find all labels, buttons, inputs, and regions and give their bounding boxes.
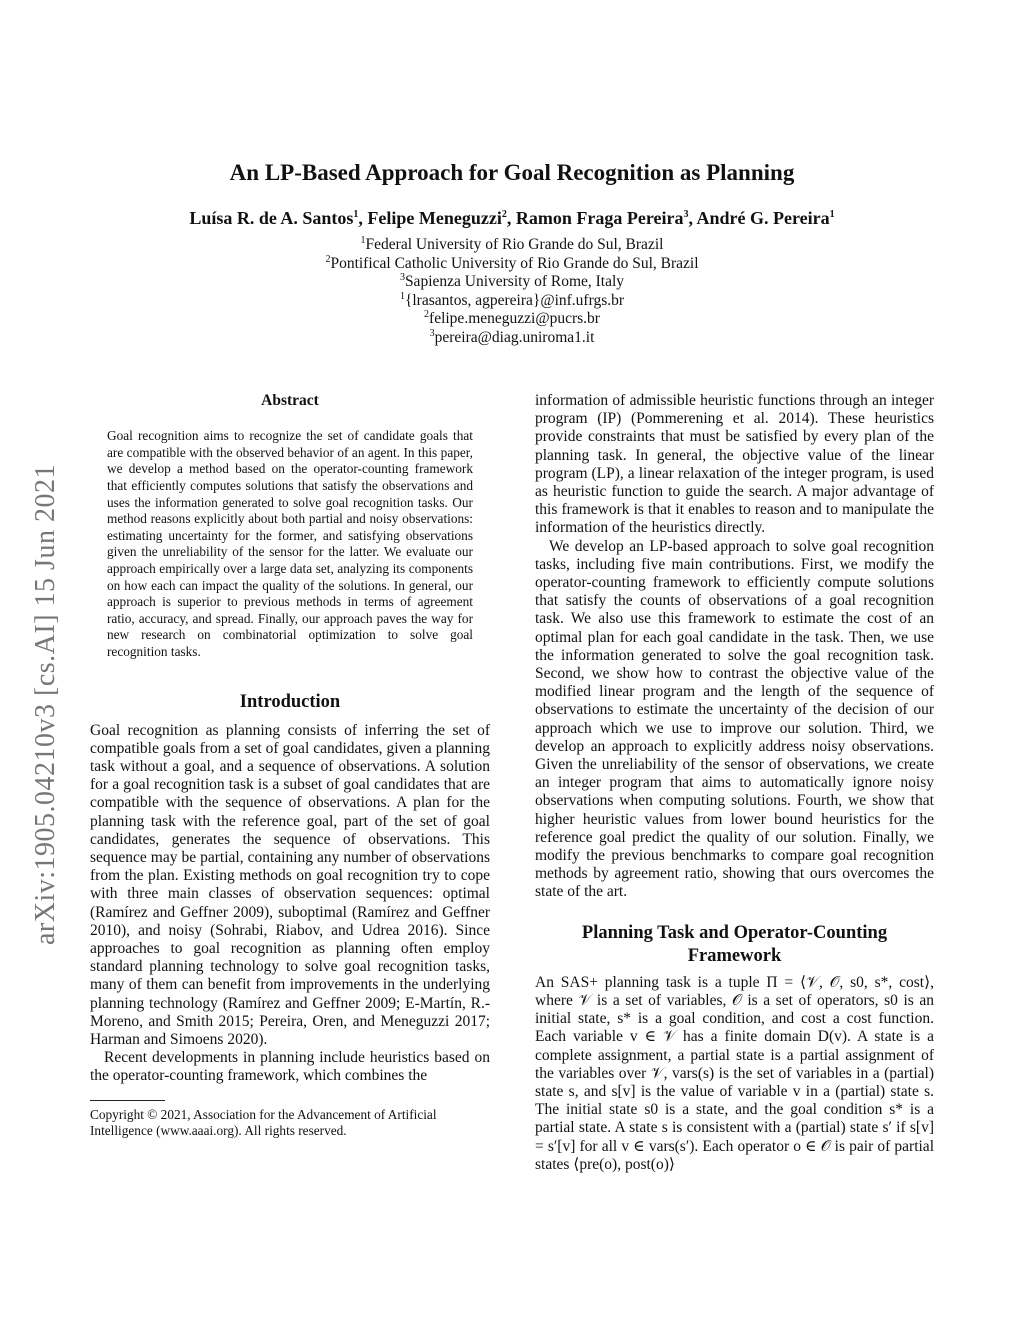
email-text: {lrasantos, agpereira}@inf.ufrgs.br xyxy=(404,291,625,309)
right-paragraph-2: We develop an LP-based approach to solve goal recognition tasks, including five main contributions. First, we modify the operator-counting framework to efficiently compute solutions that satisfy the counts of observations of a goal recognition task. We also use this framework to estimate the cost of an optimal plan for each goal candidate in the task. Then, we use the information generated to solve the goal recognition task. Second, we show how to contrast the objective value of the modified linear program and the length of the sequence of observations to estimate the uncertainty of the decision of our approach which we use to improve our solution. Third, we develop an approach to explicitly address noisy observations. Given the unreliability of the sensor of observations, we create an integer program that aims to automatically ignore noisy observations when computing solutions. Fourth, we show that higher heuristic values from lower bound heuristics for the reference goal predict the quality of our solution. Finally, we modify the previous benchmarks to compare goal recognition methods by agreement ratio, showing that ours overcomes the state of the art. xyxy=(535,537,934,901)
copyright-footnote: Copyright © 2021, Association for the Advancement of Artificial Intelligence (www.aaai.org). All rights reserved. xyxy=(90,1106,437,1139)
author-list: Luísa R. de A. Santos$^1$, Felipe Meneguzzi$^2$, Ramon Fraga Pereira$^3$, André G. Pereira$^1$ xyxy=(189,208,835,228)
affiliation-text: Pontifical Catholic University of Rio Grande do Sul, Brazil xyxy=(330,254,699,272)
email-line xyxy=(0,329,1024,348)
affiliation-list xyxy=(0,236,1024,347)
author-sup: 3 xyxy=(683,209,689,220)
right-column xyxy=(535,392,934,1174)
affiliation-sup: 2 xyxy=(424,308,430,320)
affiliation-line xyxy=(0,255,1024,274)
abstract-heading: Abstract xyxy=(261,392,319,409)
section2-paragraph-1: An SAS+ planning task is a tuple Π = ⟨𝒱, 𝒪, s0, s*, cost⟩, where 𝒱 is a set of variables, 𝒪 is a set of operators, s0 is an initial state, s* is a goal condition, and cost a cost function. Each variable v ∈ 𝒱 has a finite domain D(v). A state is a complete assignment, a partial state is a partial assignment of the variables over 𝒱, vars(s) is the set of variables in a (partial) state s, and s[v] is the value of variable v in a (partial) state s. The initial state s0 is a state, and the goal condition s* is a partial state. A state s is consistent with a (partial) state s′ if s[v] = s′[v] for all v ∈ vars(s′). Each operator o ∈ 𝒪 is pair of partial states ⟨pre(o), post(o)⟩ xyxy=(535,973,934,1173)
affiliation-sup: 1 xyxy=(399,290,405,302)
section-heading-planning-task: Planning Task and Operator-Counting Framework xyxy=(581,922,888,966)
right-paragraph-1: information of admissible heuristic functions through an integer program (IP) (Pommerening et al. 2014). These heuristics provide constraints that must be satisfied by every plan of the planning task. In general, the objective value of the linear program (LP), a linear relaxation of the integer program, is used as heuristic function to guide the search. A major advantage of this framework is that it enables to reason and to manipulate the information of the heuristics directly. xyxy=(535,392,934,537)
author-sup: 2 xyxy=(501,209,507,220)
author-name: Felipe Meneguzzi xyxy=(367,208,502,228)
footnote-rule xyxy=(90,1100,165,1101)
author-sup: 1 xyxy=(353,209,359,220)
author-name: Luísa R. de A. Santos xyxy=(189,208,354,228)
email-line xyxy=(0,292,1024,311)
left-column xyxy=(90,392,490,1140)
email-line xyxy=(0,310,1024,329)
affiliation-line xyxy=(0,273,1024,292)
affiliation-text: Federal University of Rio Grande do Sul, Brazil xyxy=(365,236,664,253)
author-sup: 1 xyxy=(829,209,835,220)
intro-paragraph-2: Recent developments in planning include heuristics based on the operator-counting framework, which combines the xyxy=(90,1049,490,1085)
email-text: felipe.meneguzzi@pucrs.br xyxy=(429,310,600,327)
affiliation-sup: 1 xyxy=(360,234,366,246)
introduction-heading: Introduction xyxy=(239,691,341,712)
affiliation-sup: 2 xyxy=(325,253,331,265)
affiliation-sup: 3 xyxy=(399,271,405,283)
author-name: Ramon Fraga Pereira xyxy=(515,208,684,228)
affiliation-text: Sapienza University of Rome, Italy xyxy=(404,273,625,290)
author-name: André G. Pereira xyxy=(696,208,830,228)
intro-paragraph-1: Goal recognition as planning consists of inferring the set of compatible goals from a set of goal candidates, given a planning task without a goal, and a sequence of observations. A solution for a goal recognition task is a subset of goal candidates that are compatible with the sequence of observations. A plan for the planning task with the reference goal, part of the set of goal candidates, generates the sequence of observations. This sequence may be partial, containing any number of observations from the plan. Existing methods on goal recognition try to cope with three main classes of observation sequences: optimal (Ramírez and Geffner 2009), suboptimal (Ramírez and Geffner 2010), and noisy (Sohrabi, Riabov, and Udrea 2016). Since approaches to goal recognition as planning often employ standard planning technology to solve goal recognition tasks, many of them can benefit from improvements in the underlying planning technology (Ramírez and Geffner 2009; E-Martín, R.-Moreno, and Smith 2015; Pereira, Oren, and Meneguzzi 2017; Harman and Simoens 2020). xyxy=(90,721,490,1048)
affiliation-sup: 3 xyxy=(429,327,435,339)
arxiv-stamp: arXiv:1905.04210v3 [cs.AI] 15 Jun 2021 xyxy=(30,464,61,945)
abstract-text: Goal recognition aims to recognize the set of candidate goals that are compatible with the observed behavior of an agent. In this paper, we develop a method based on the operator-counting framework that efficiently computes solutions that satisfy the observations and uses the information generated to solve goal recognition tasks. Our method reasons explicitly about both partial and noisy observations: estimating uncertainty for the former, and satisfying observations given the unreliability of the sensor for the latter. We evaluate our approach empirically over a large data set, analyzing its components on how each can impact the quality of the solutions. In general, our approach is superior to previous methods in terms of agreement ratio, accuracy, and spread. Finally, our approach paves the way for new research on combinatorial optimization to solve goal recognition tasks. xyxy=(107,428,473,659)
affiliation-line xyxy=(0,236,1024,255)
email-text: pereira@diag.uniroma1.it xyxy=(434,328,595,346)
paper-title: An LP-Based Approach for Goal Recognition as Planning xyxy=(229,160,795,185)
